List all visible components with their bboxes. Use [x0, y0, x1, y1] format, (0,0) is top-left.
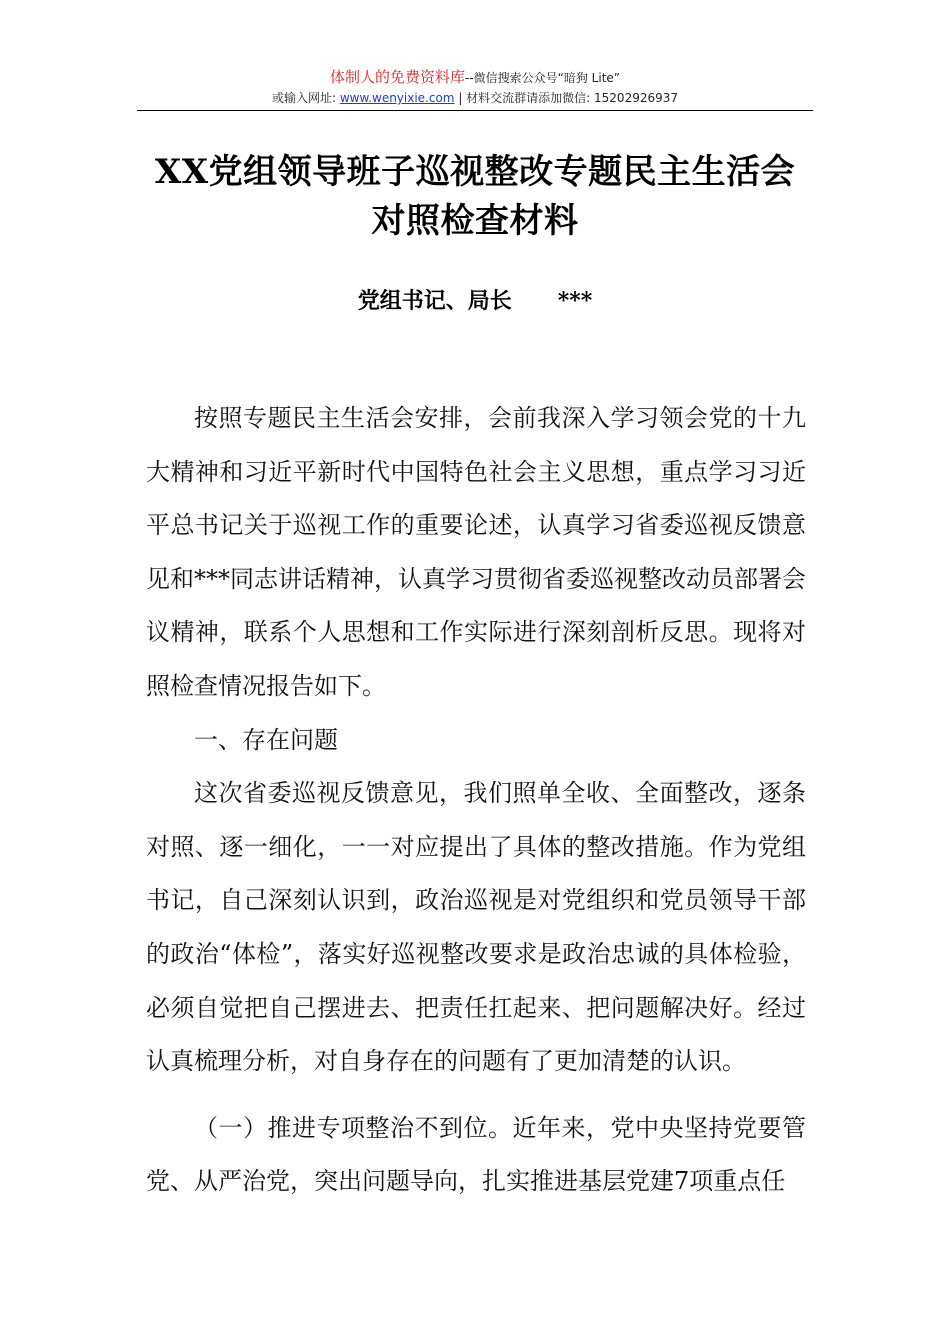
paragraph-subsection-1: （一）推进专项整治不到位。近年来，党中央坚持党要管党、从严治党，突出问题导向，扎实推进基层党建7项重点任 — [146, 1113, 806, 1196]
document-title — [137, 148, 813, 246]
document-author: 党组书记、局长 *** — [357, 288, 593, 314]
header-contact: | 材料交流群请添加微信: 15202926937 — [454, 91, 679, 105]
header-url-link[interactable]: www.wenyixie.com — [339, 91, 455, 105]
header-brand: 体制人的免费资料库 — [329, 68, 465, 86]
header-url-prefix: 或输入网址: — [271, 91, 340, 105]
paragraph-intro: 按照专题民主生活会安排，会前我深入学习领会党的十九大精神和习近平新时代中国特色社会主义思想，重点学习习近平总书记关于巡视工作的重要论述，认真学习省委巡视反馈意见和***同志讲话精神，认真学习贯彻省委巡视整改动员部署会议精神，联系个人思想和工作实际进行深刻剖析反思。现将对照检查情况报告如下。 — [146, 404, 806, 700]
document-body — [146, 392, 806, 1209]
paragraph-problems-overview: 这次省委巡视反馈意见，我们照单全收、全面整改，逐条对照、逐一细化，一一对应提出了具体的整改措施。作为党组书记，自己深刻认识到，政治巡视是对党组织和党员领导干部的政治“体检”，落实好巡视整改要求是政治忠诚的具体检验，必须自觉把自己摆进去、把责任扛起来、把问题解决好。经过认真梳理分析，对自身存在的问题有了更加清楚的认识。 — [146, 779, 806, 1076]
section-heading-problems: 一、存在问题 — [194, 725, 338, 754]
header-line-1 — [137, 66, 813, 89]
document-title-line-1: XX党组领导班子巡视整改专题民主生活会 — [154, 152, 796, 192]
page-header — [137, 66, 813, 107]
header-brand-note: --微信搜索公众号“暗狗 Lite” — [464, 71, 621, 85]
document-title-line-2: 对照检查材料 — [371, 201, 579, 241]
header-divider — [137, 110, 813, 111]
header-line-2 — [137, 89, 813, 107]
